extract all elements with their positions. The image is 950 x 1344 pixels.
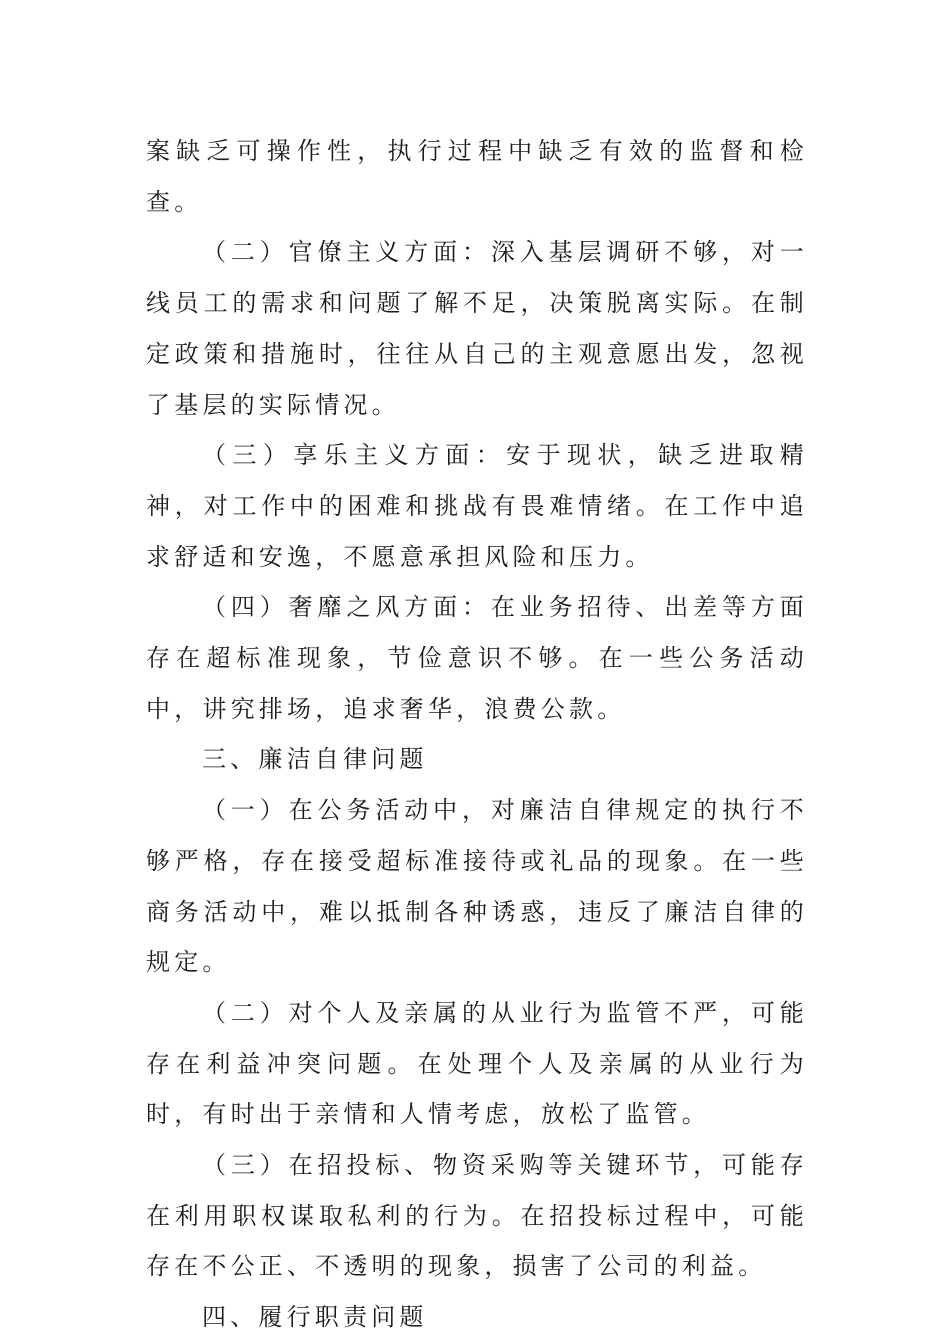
paragraph-integrity-3: （三）在招投标、物资采购等关键环节，可能存在利用职权谋取私利的行为。在招投标过程中，可能存在不公正、不透明的现象，损害了公司的利益。 (146, 1151, 808, 1281)
paragraph-bureaucratism: （二）官僚主义方面：深入基层调研不够，对一线员工的需求和问题了解不足，决策脱离实际。在制定政策和措施时，往往从自己的主观意愿出发，忽视了基层的实际情况。 (146, 238, 808, 419)
document-body (146, 126, 808, 1343)
paragraph-continuation: 案缺乏可操作性，执行过程中缺乏有效的监督和检查。 (146, 137, 808, 216)
paragraph-integrity-1: （一）在公务活动中，对廉洁自律规定的执行不够严格，存在接受超标准接待或礼品的现象。在一些商务活动中，难以抵制各种诱惑，违反了廉洁自律的规定。 (146, 796, 808, 977)
section-heading-duties: 四、履行职责问题 (202, 1303, 428, 1332)
section-heading-integrity: 三、廉洁自律问题 (202, 745, 428, 774)
paragraph-extravagance: （四）奢靡之风方面：在业务招待、出差等方面存在超标准现象，节俭意识不够。在一些公务活动中，讲究排场，追求奢华，浪费公款。 (146, 593, 808, 723)
paragraph-integrity-2: （二）对个人及亲属的从业行为监管不严，可能存在利益冲突问题。在处理个人及亲属的从业行为时，有时出于亲情和人情考虑，放松了监管。 (146, 998, 808, 1129)
paragraph-hedonism: （三）享乐主义方面：安于现状，缺乏进取精神，对工作中的困难和挑战有畏难情绪。在工作中追求舒适和安逸，不愿意承担风险和压力。 (146, 441, 808, 571)
